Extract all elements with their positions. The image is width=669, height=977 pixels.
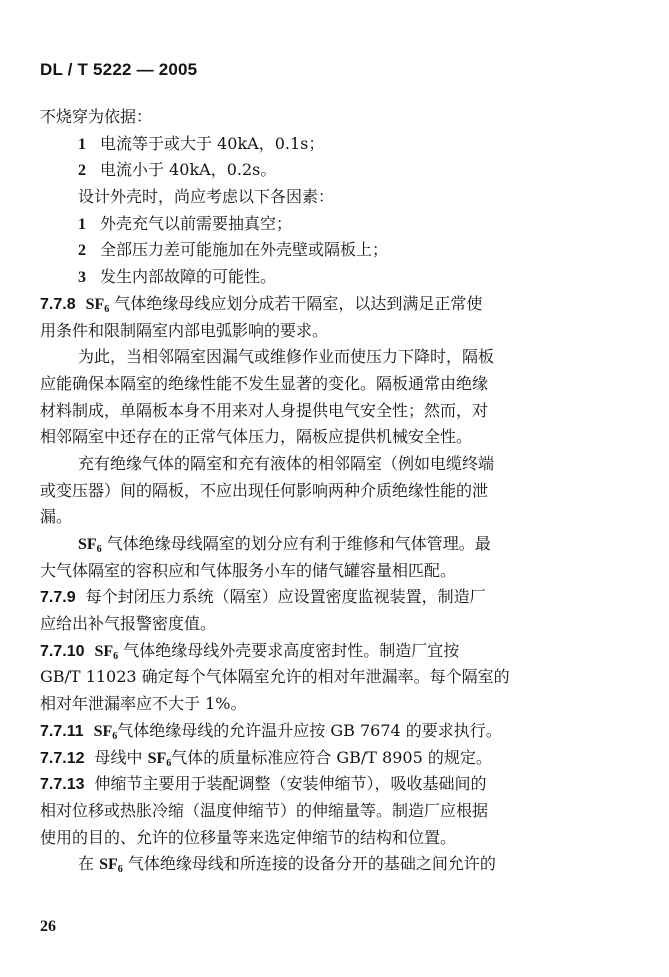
text-line: 不烧穿为依据： (40, 107, 153, 126)
list-item (40, 264, 588, 291)
list-item-number: 1 (78, 215, 86, 233)
page-number: 26 (40, 918, 56, 935)
list-item (40, 237, 588, 264)
list-item (40, 157, 588, 184)
text-line: 应给出补气报警密度值。 (40, 614, 217, 634)
list-item (40, 211, 588, 238)
body-text (40, 104, 588, 878)
text-line: 为此，当相邻隔室因漏气或维修作业而使压力下降时，隔板 (78, 347, 495, 367)
text-line: 漏。 (40, 507, 73, 527)
text-line: 材料制成，单隔板本身不用来对人身提供电气安全性；然而，对 (40, 400, 489, 420)
clause-7-7-12: 7.7.12 母线中 $SF_6$气体的质量标准应符合 GB/T 8905 的规定。 (40, 747, 492, 769)
clause-7-7-10: 7.7.10 $SF_6$ 气体绝缘母线外壳要求高度密封性。制造厂宜按 (40, 640, 460, 662)
list-item-number: 2 (78, 162, 86, 180)
text-line: 设计外壳时，尚应考虑以下各因素： (78, 187, 335, 207)
text-line: 或变压器）间的隔板，不应出现任何影响两种介质绝缘性能的泄 (40, 480, 489, 500)
list-item-text: 发生内部故障的可能性。 (100, 267, 277, 287)
clause-number: 7.7.13 (40, 776, 85, 794)
text-line: 使用的目的、允许的位移量等来选定伸缩节的结构和位置。 (40, 827, 457, 847)
text-line: 相邻隔室中还存在的正常气体压力，隔板应提供机械安全性。 (40, 427, 473, 447)
list-item-text: 电流等于或大于 40kA，0.1s； (100, 133, 325, 153)
text-line: 用条件和限制隔室内部电弧影响的要求。 (40, 320, 329, 340)
text-line: 在 $SF_6$ 气体绝缘母线和所连接的设备分开的基础之间允许的 (78, 854, 496, 876)
clause-7-7-13: 7.7.13 伸缩节主要用于装配调整（安装伸缩节），吸收基础间的 (40, 774, 487, 794)
list-item-text: 全部压力差可能施加在外壳壁或隔板上； (100, 240, 389, 260)
clause-number: 7.7.8 (40, 295, 76, 313)
clause-7-7-9: 7.7.9 每个封闭压力系统（隔室）应设置密度监视装置，制造厂 (40, 587, 486, 607)
text-line: 充有绝缘气体的隔室和充有液体的相邻隔室（例如电缆终端 (78, 453, 495, 473)
clause-number: 7.7.9 (40, 589, 76, 607)
list-item-number: 2 (78, 242, 86, 260)
document-code-header: DL / T 5222 — 2005 (40, 60, 198, 79)
text-line: 相对位移或热胀冷缩（温度伸缩节）的伸缩量等。制造厂应根据 (40, 800, 489, 820)
text-line: GB/T 11023 确定每个气体隔室允许的相对年泄漏率。每个隔室的 (40, 667, 510, 687)
clause-number: 7.7.10 (40, 642, 85, 660)
text-line: 应能确保本隔室的绝缘性能不发生显著的变化。隔板通常由绝缘 (40, 373, 489, 393)
list-item-text: 外壳充气以前需要抽真空； (100, 213, 293, 233)
list-item (40, 131, 588, 158)
clause-7-7-8: 7.7.8 $SF_6$ 气体绝缘母线应划分成若干隔室，以达到满足正常使 (40, 293, 483, 315)
clause-7-7-11: 7.7.11 $SF_6$气体绝缘母线的允许温升应按 GB 7674 的要求执行。 (40, 720, 502, 742)
list-item-number: 3 (78, 269, 86, 287)
list-item-text: 电流小于 40kA，0.2s。 (100, 160, 277, 180)
text-line: $SF_6$ 气体绝缘母线隔室的划分应有利于维修和气体管理。最 (78, 534, 491, 555)
text-line: 大气体隔室的容积应和气体服务小车的储气罐容量相匹配。 (40, 560, 457, 580)
text-line: 相对年泄漏率应不大于 1%。 (40, 694, 247, 714)
list-item-number: 1 (78, 135, 86, 153)
clause-number: 7.7.11 (40, 722, 84, 740)
clause-number: 7.7.12 (40, 749, 85, 767)
